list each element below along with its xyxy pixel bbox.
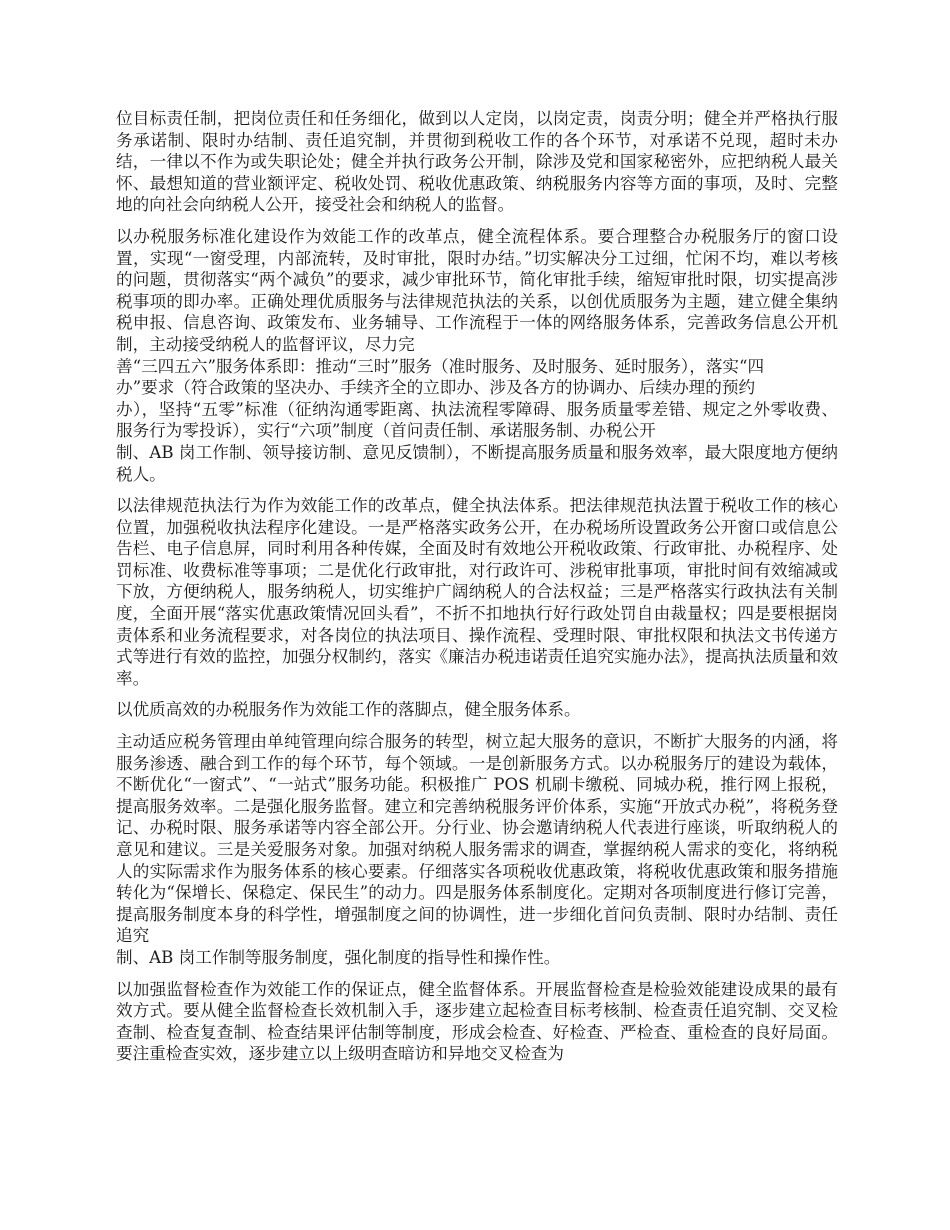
paragraph-responsibility-system: 位目标责任制，把岗位责任和任务细化，做到以人定岗，以岗定责，岗责分明；健全并严格执行服务承诺制、限时办结制、责任追究制，并贯彻到税收工作的各个环节，对承诺不兑现，超时未办结，一律以不作为或失职论处；健全并执行政务公开制，除涉及党和国家秘密外，应把纳税人最关怀、最想知道的营业额评定、税收处罚、税收优惠政策、纳税服务内容等方面的事项，及时、完整地的向社会向纳税人公开，接受社会和纳税人的监督。: [116, 109, 838, 215]
paragraph-law-enforcement: 以法律规范执法行为作为效能工作的改革点，健全执法体系。把法律规范执法置于税收工作的核心位置，加强税收执法程序化建设。一是严格落实政务公开，在办税场所设置政务公开窗口或信息公告栏、电子信息屏，同时利用各种传媒，全面及时有效地公开税收政策、行政审批、办税程序、处罚标准、收费标准等事项；二是优化行政审批，对行政许可、涉税审批事项，审批时间有效缩减或下放，方便纳税人，服务纳税人，切实维护广阔纳税人的合法权益；三是严格落实行政执法有关制度，全面开展“落实优惠政策情况回头看”，不折不扣地执行好行政处罚自由裁量权；四是要根据岗责体系和业务流程要求，对各岗位的执法项目、操作流程、受理时限、审批权限和执法文书传递方式等进行有效的监控，加强分权制约，落实《廉洁办税违诺责任追究实施办法》，提高执法质量和效率。: [116, 496, 838, 688]
paragraph-service-system-heading: 以优质高效的办税服务作为效能工作的落脚点，健全服务体系。: [116, 700, 581, 720]
paragraph-service-standardization: 以办税服务标准化建设作为效能工作的改革点，健全流程体系。要合理整合办税服务厅的窗口设置，实现“一窗受理，内部流转，及时审批，限时办结。”切实解决分工过细，忙闲不均，难以考核的问题，贯彻落实“两个减负”的要求，减少审批环节，简化审批手续，缩短审批时限，切实提高涉税事项的即办率。正确处理优质服务与法律规范执法的关系，以创优质服务为主题，建立健全集纳税申报、信息咨询、政策发布、业务辅导、工作流程于一体的网络服务体系，完善政务信息公开机制，主动接受纳税人的监督评议，尽力完 善“三四五六”服务体系即：推动“三时”服务（准时服务、及时服务、延时服务），落实“四 办”要求（符合政策的坚决办、手续齐全的立即办、涉及各方的协调办、后续办理的预约 办），坚持“五零”标准（征纳沟通零距离、执法流程零障碍、服务质量零差错、规定之外零收费、服务行为零投诉），实行“六项”制度（首问责任制、承诺服务制、办税公开 制、AB 岗工作制、领导接访制、意见反馈制），不断提高服务质量和服务效率，最大限度地方便纳税人。: [116, 226, 838, 484]
document-body: [116, 108, 838, 1075]
paragraph-service-transformation: 主动适应税务管理由单纯管理向综合服务的转型，树立起大服务的意识，不断扩大服务的内涵，将服务渗透、融合到工作的每个环节，每个领域。一是创新服务方式。以办税服务厅的建设为载体，不断优化“一窗式”、“一站式”服务功能。积极推广 POS 机刷卡缴税、同城办税，推行网上报税，提高服务效率。二是强化服务监督。建立和完善纳税服务评价体系，实施“开放式办税”，将税务登记、办税时限、服务承诺等内容全部公开。分行业、协会邀请纳税人代表进行座谈，听取纳税人的意见和建议。三是关爱服务对象。加强对纳税人服务需求的调查，掌握纳税人需求的变化，将纳税人的实际需求作为服务体系的核心要素。仔细落实各项税收优惠政策，将税收优惠政策和服务措施转化为“保增长、保稳定、保民生”的动力。四是服务体系制度化。定期对各项制度进行修订完善，提高服务制度本身的科学性，增强制度之间的协调性，进一步细化首问负责制、限时办结制、责任追究 制、AB 岗工作制等服务制度，强化制度的指导性和操作性。: [116, 732, 838, 967]
paragraph-supervision-system: 以加强监督检查作为效能工作的保证点，健全监督体系。开展监督检查是检验效能建设成果的最有效方式。要从健全监督检查长效机制入手，逐步建立起检查目标考核制、检查责任追究制、交叉检查制、检查复查制、检查结果评估制等制度，形成会检查、好检查、严检查、重检查的良好局面。要注重检查实效，逐步建立以上级明查暗访和异地交叉检查为: [116, 979, 838, 1064]
